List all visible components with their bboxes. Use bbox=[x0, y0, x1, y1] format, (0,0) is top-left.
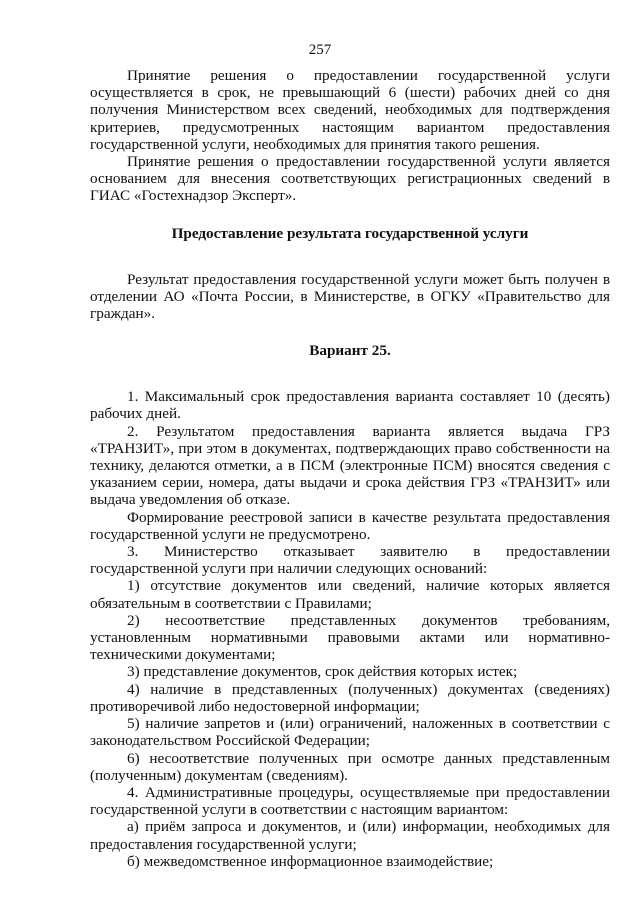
paragraph: 3. Министерство отказывает заявителю в предоставлении государственной услуги при наличии следующих оснований: bbox=[90, 543, 610, 578]
list-item: 2) несоответствие представленных документов требованиям, установленным нормативными правовыми актами или нормативно-техническими документами; bbox=[90, 611, 610, 664]
paragraph: 2. Результатом предоставления варианта является выдача ГРЗ «ТРАНЗИТ», при этом в документах, подтверждающих право собственности на технику, делаются отметки, а в ПСМ (электронные ПСМ) вносятся сведения с указанием серии, номера, даты выдачи и срока действия ГРЗ «ТРАНЗИТ» или выдача уведомления об отказе. bbox=[90, 422, 610, 509]
list-item: 4) наличие в представленных (полученных) документах (сведениях) противоречивой либо недостоверной информации; bbox=[90, 680, 610, 715]
list-item: 5) наличие запретов и (или) ограничений, наложенных в соответствии с законодательством Российской Федерации; bbox=[90, 715, 610, 750]
list-item: б) межведомственное информационное взаимодействие; bbox=[127, 852, 494, 870]
page-number: 257 bbox=[308, 42, 332, 58]
paragraph: 1. Максимальный срок предоставления варианта составляет 10 (десять) рабочих дней. bbox=[90, 388, 610, 423]
paragraph: Принятие решения о предоставлении государственной услуги осуществляется в срок, не превышающий 6 (шести) рабочих дней со дня получения Министерством всех сведений, необходимых для подтверждения критериев, предусмотренных настоящим вариантом предоставления государственной услуги, необходимых для принятия такого решения. bbox=[90, 67, 610, 153]
list-item: 6) несоответствие полученных при осмотре данных представленным (полученным) документам (сведениям). bbox=[90, 749, 610, 784]
list-item: а) приём запроса и документов, и (или) информации, необходимых для предоставления государственной услуги; bbox=[90, 818, 610, 853]
paragraph: 4. Административные процедуры, осуществляемые при предоставлении государственной услуги в соответствии с настоящим вариантом: bbox=[90, 783, 610, 819]
variant-heading: Вариант 25. bbox=[309, 342, 391, 360]
paragraph: Формирование реестровой записи в качестве результата предоставления государственной услуги не предусмотрено. bbox=[90, 508, 610, 543]
list-item: 1) отсутствие документов или сведений, наличие которых является обязательным в соответствии с Правилами; bbox=[90, 577, 610, 612]
document-body bbox=[90, 67, 610, 870]
section-heading: Предоставление результата государственной услуги bbox=[171, 224, 529, 242]
list-item: 3) представление документов, срок действия которых истек; bbox=[127, 663, 518, 681]
paragraph: Принятие решения о предоставлении государственной услуги является основанием для внесения соответствующих регистрационных сведений в ГИАС «Гостехнадзор Эксперт». bbox=[90, 153, 610, 205]
paragraph: Результат предоставления государственной услуги может быть получен в отделении АО «Почта России, в Министерстве, в ОГКУ «Правительство для граждан». bbox=[90, 270, 610, 323]
